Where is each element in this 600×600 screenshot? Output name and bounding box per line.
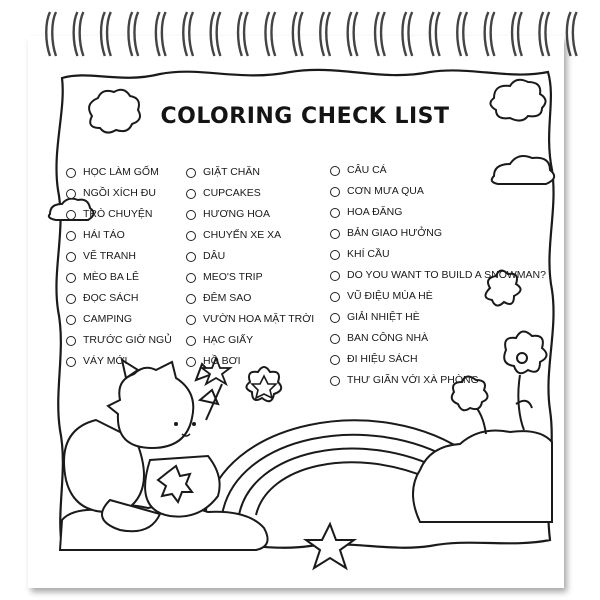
checklist-item[interactable] [186,246,314,267]
checkbox-circle[interactable] [330,376,340,386]
checklist-item[interactable] [66,288,172,309]
checklist-item-label: GIẢI NHIỆT HÈ [347,311,420,323]
checklist-item[interactable] [186,309,314,330]
checklist-item-label: HỒ BƠI [203,355,241,367]
checkbox-circle[interactable] [66,252,76,262]
checklist-item[interactable] [186,204,314,225]
checklist-column-3 [330,160,546,391]
checklist-item[interactable] [330,181,546,202]
checkbox-circle[interactable] [66,273,76,283]
checklist-item[interactable] [330,265,546,286]
checklist-item[interactable] [186,183,314,204]
checklist-item-label: DO YOU WANT TO BUILD A SNOWMAN? [347,269,546,281]
checklist-item-label: VÁY MỚI [83,355,128,367]
checkbox-circle[interactable] [66,168,76,178]
checklist-item[interactable] [330,286,546,307]
checklist-item[interactable] [330,349,546,370]
page-title: COLORING CHECK LIST [160,104,450,129]
checklist-item-label: HỌC LÀM GỐM [83,166,159,178]
checklist-item[interactable] [330,328,546,349]
checkbox-circle[interactable] [330,292,340,302]
checkbox-circle[interactable] [330,208,340,218]
checklist-item[interactable] [66,183,172,204]
checkbox-circle[interactable] [66,336,76,346]
checklist-item-label: MÈO BA LÊ [83,271,140,283]
checklist-item-label: VŨ ĐIỆU MÙA HÈ [347,290,433,302]
checkbox-circle[interactable] [66,231,76,241]
checkbox-circle[interactable] [330,229,340,239]
checklist-item[interactable] [186,351,314,372]
checklist-item-label: CÂU CÁ [347,164,387,176]
checklist-item-label: HƯƠNG HOA [203,208,270,220]
cloud-top-left [89,90,140,133]
checklist-item[interactable] [330,244,546,265]
checklist-item[interactable] [66,330,172,351]
checklist-item-label: HOA ĐĂNG [347,206,403,218]
checklist-item-label: BẢN GIAO HƯỞNG [347,227,442,239]
checklist-item-label: GIẶT CHĂN [203,166,260,178]
checkbox-circle[interactable] [330,187,340,197]
checklist-item-label: TRÒ CHUYỆN [83,208,153,220]
checklist-item-label: CUPCAKES [203,187,261,199]
checklist-item[interactable] [66,267,172,288]
checklist-item-label: TRƯỚC GIỜ NGỦ [83,334,172,346]
checklist-item[interactable] [330,307,546,328]
checklist-item[interactable] [66,162,172,183]
checklist-item-label: HẠC GIẤY [203,334,254,346]
checklist-item-label: CƠN MƯA QUA [347,185,424,197]
checklist-item-label: THƯ GIÃN VỚI XÀ PHÒNG [347,374,479,386]
checklist-item[interactable] [330,202,546,223]
checklist-item-label: DÂU [203,250,226,262]
checkbox-circle[interactable] [186,210,196,220]
checkbox-circle[interactable] [186,252,196,262]
checkbox-circle[interactable] [186,189,196,199]
checklist-item-label: CAMPING [83,313,133,325]
checklist-item-label: BAN CÔNG NHÀ [347,332,429,344]
checklist-item-label: KHÍ CẦU [347,248,390,260]
checklist-item-label: VẼ TRANH [83,250,136,262]
checkbox-circle[interactable] [66,294,76,304]
checklist-item-label: CHUYẾN XE XA [203,229,282,241]
checklist-item[interactable] [66,246,172,267]
checklist-item[interactable] [186,225,314,246]
checklist-item[interactable] [66,309,172,330]
cloud-top-right [490,80,545,121]
checklist-item-label: NGỒI XÍCH ĐU [83,187,156,199]
checklist-item[interactable] [66,225,172,246]
checklist-column-2 [186,162,314,372]
checkbox-circle[interactable] [66,315,76,325]
checkbox-circle[interactable] [66,189,76,199]
checklist-item-label: ĐỌC SÁCH [83,292,139,304]
checklist-item[interactable] [186,288,314,309]
checkbox-circle[interactable] [330,271,340,281]
checkbox-circle[interactable] [66,210,76,220]
checklist-item[interactable] [66,204,172,225]
checklist-item[interactable] [186,162,314,183]
checklist-item[interactable] [330,370,546,391]
checklist-item[interactable] [330,223,546,244]
checkbox-circle[interactable] [330,334,340,344]
checklist-item[interactable] [186,267,314,288]
checklist-item-label: HÁI TÁO [83,229,125,241]
checklist-item-label: MEO'S TRIP [203,271,263,283]
checkbox-circle[interactable] [186,336,196,346]
star-bottom [306,524,354,568]
checkbox-circle[interactable] [186,231,196,241]
checklist-item[interactable] [186,330,314,351]
checklist-item[interactable] [66,351,172,372]
checkbox-circle[interactable] [66,357,76,367]
checkbox-circle[interactable] [186,273,196,283]
cat-fairy [64,360,220,531]
checklist-item-label: ĐI HIỆU SÁCH [347,353,418,365]
checkbox-circle[interactable] [330,250,340,260]
checkbox-circle[interactable] [330,313,340,323]
checkbox-circle[interactable] [186,357,196,367]
checklist-item-label: VƯỜN HOA MẶT TRỜI [203,313,315,325]
checkbox-circle[interactable] [186,168,196,178]
checkbox-circle[interactable] [186,315,196,325]
hill-right [413,431,552,523]
checklist-item-label: ĐÊM SAO [203,292,252,304]
checklist-item[interactable] [330,160,546,181]
checkbox-circle[interactable] [186,294,196,304]
checkbox-circle[interactable] [330,166,340,176]
checkbox-circle[interactable] [330,355,340,365]
checklist-column-1 [66,162,172,372]
